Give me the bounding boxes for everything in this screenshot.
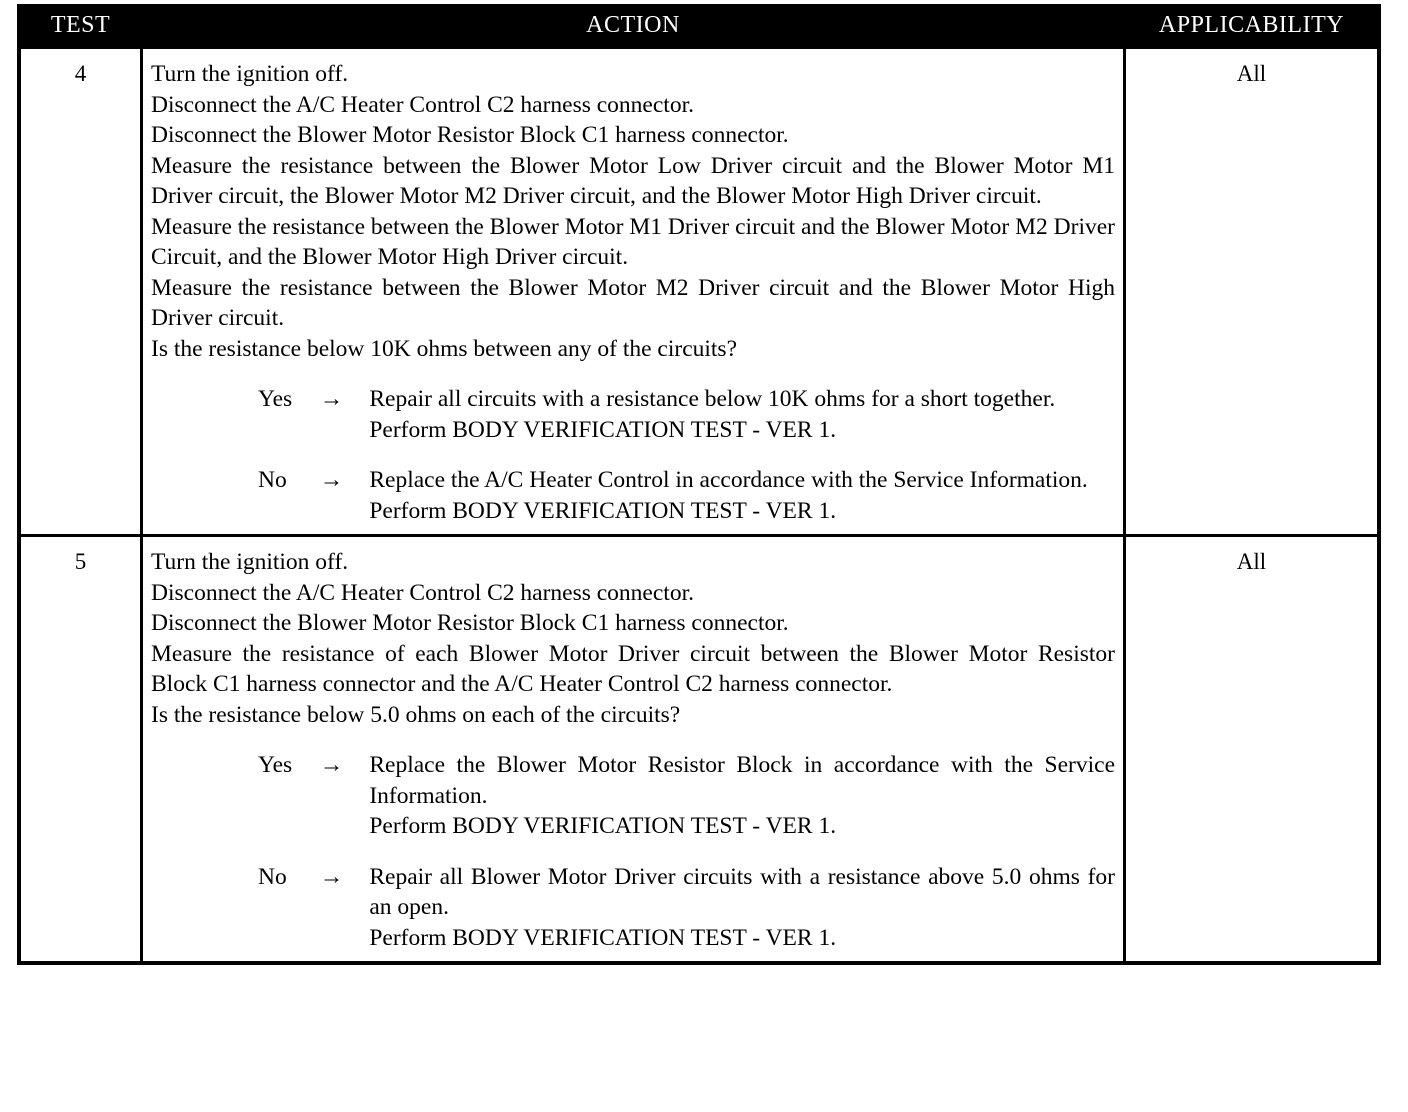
table-row-test-5 <box>21 534 1377 961</box>
step: Turn the ignition off. <box>151 549 349 575</box>
step: Measure the resistance of each Blower Motor Driver circuit between the Blower Motor Resistor Block C1 harness connector and the A/C Heater Control C2 harness connector. <box>151 640 1115 697</box>
no-label: No <box>258 467 287 493</box>
table-header <box>21 4 1377 46</box>
yes-branch <box>151 750 1115 842</box>
no-next: Perform BODY VERIFICATION TEST - VER 1. <box>369 497 837 524</box>
test-number: 4 <box>74 61 87 86</box>
yes-label: Yes <box>258 752 293 778</box>
step: Measure the resistance between the Blower Motor M1 Driver circuit and the Blower Motor M2 Driver Circuit, and the Blower Motor High Driver circuit. <box>151 213 1115 270</box>
yes-label: Yes <box>258 386 293 412</box>
step: Disconnect the Blower Motor Resistor Block C1 harness connector. <box>151 122 789 148</box>
header-action: ACTION <box>586 11 680 38</box>
applicability: All <box>1236 61 1267 86</box>
applicability: All <box>1236 549 1267 574</box>
step: Turn the ignition off. <box>151 61 349 87</box>
step: Disconnect the Blower Motor Resistor Block C1 harness connector. <box>151 610 789 636</box>
no-branch <box>151 862 1115 954</box>
no-next: Perform BODY VERIFICATION TEST - VER 1. <box>369 924 837 951</box>
header-test: TEST <box>50 11 111 38</box>
no-text: Repair all Blower Motor Driver circuits with a resistance above 5.0 ohms for an open. <box>369 863 1115 920</box>
yes-text: Repair all circuits with a resistance below 10K ohms for a short together. <box>369 386 1056 412</box>
step: Measure the resistance between the Blower Motor M2 Driver circuit and the Blower Motor High Driver circuit. <box>151 274 1115 331</box>
table-row-test-4 <box>21 46 1377 534</box>
test-number: 5 <box>74 549 87 574</box>
no-label: No <box>258 863 287 890</box>
yes-text: Replace the Blower Motor Resistor Block in accordance with the Service Information. <box>369 752 1115 809</box>
header-applicability: APPLICABILITY <box>1158 11 1345 38</box>
yes-branch <box>151 384 1115 445</box>
diagnostic-test-table <box>17 4 1381 965</box>
question: Is the resistance below 5.0 ohms on each of the circuits? <box>151 701 681 728</box>
yes-next: Perform BODY VERIFICATION TEST - VER 1. <box>369 813 837 839</box>
step: Disconnect the A/C Heater Control C2 harness connector. <box>151 579 694 606</box>
arrow-right-icon: → <box>319 386 344 412</box>
step: Disconnect the A/C Heater Control C2 harness connector. <box>151 91 694 118</box>
arrow-right-icon: → <box>319 752 344 778</box>
no-branch <box>151 465 1115 526</box>
action-cell <box>140 537 1126 961</box>
arrow-right-icon: → <box>319 467 344 493</box>
step: Measure the resistance between the Blower Motor Low Driver circuit and the Blower Motor M1 Driver circuit, the Blower Motor M2 Driver circuit, and the Blower Motor High Driver circuit. <box>151 152 1115 209</box>
yes-next: Perform BODY VERIFICATION TEST - VER 1. <box>369 416 837 443</box>
arrow-right-icon: → <box>319 863 344 890</box>
question: Is the resistance below 10K ohms between any of the circuits? <box>151 335 738 362</box>
action-cell <box>140 49 1126 534</box>
no-text: Replace the A/C Heater Control in accordance with the Service Information. <box>369 467 1088 493</box>
